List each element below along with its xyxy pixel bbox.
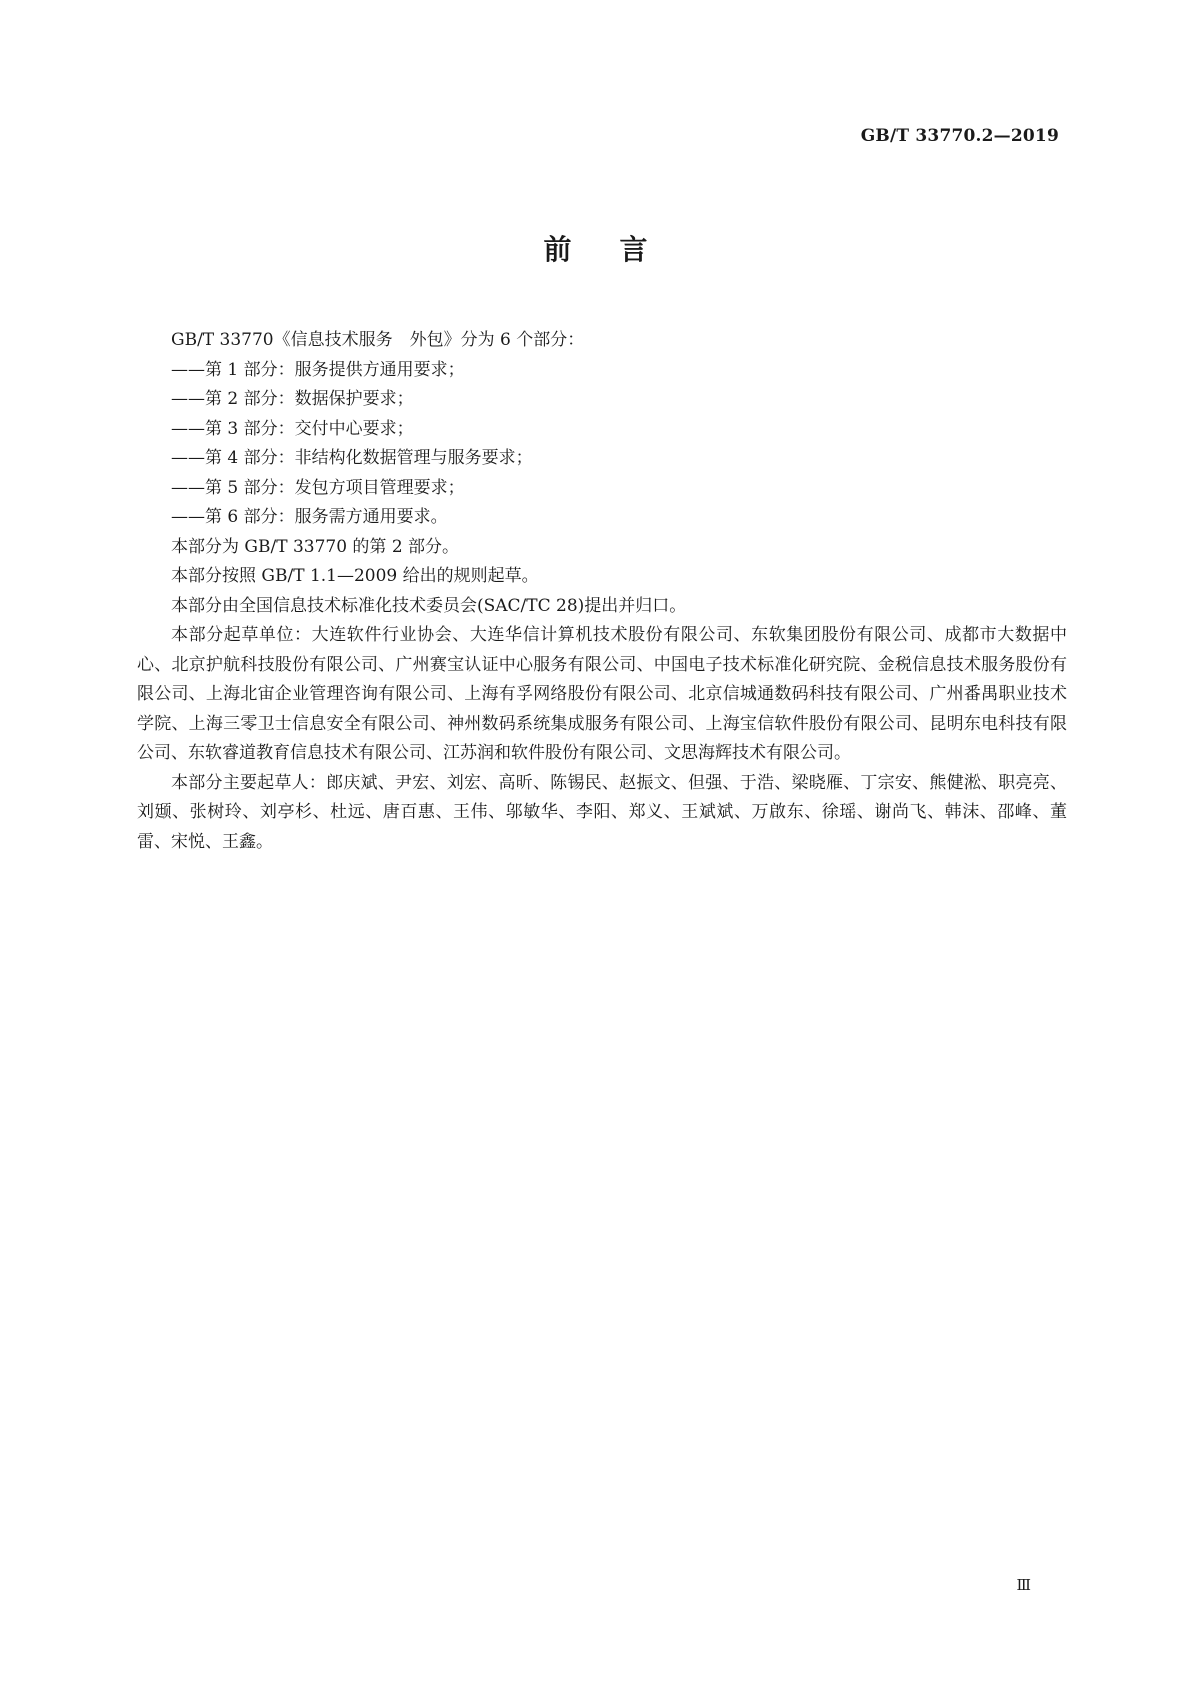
foreword-body: [137, 326, 1067, 857]
drafting-rules-paragraph: 本部分按照 GB/T 1.1—2009 给出的规则起草。: [171, 566, 539, 586]
page-number: Ⅲ: [1016, 1576, 1031, 1594]
intro-paragraph: GB/T 33770《信息技术服务 外包》分为 6 个部分：: [171, 330, 585, 350]
part-list-item: ——第 1 部分：服务提供方通用要求；: [171, 359, 465, 380]
part-list-item: ——第 4 部分：非结构化数据管理与服务要求；: [171, 448, 533, 468]
proposer-paragraph: 本部分由全国信息技术标准化技术委员会(SAC/TC 28)提出并归口。: [171, 595, 687, 616]
drafters-paragraph: 本部分主要起草人：郎庆斌、尹宏、刘宏、高昕、陈锡民、赵振文、但强、于浩、梁晓雁、丁宗安、熊健淞、职亮亮、刘颋、张树玲、刘亭杉、杜远、唐百惠、王伟、邬敏华、李阳、郑义、王斌斌、万啟东、徐瑶、谢尚飞、韩沫、邵峰、董雷、宋悦、王鑫。: [137, 772, 1067, 852]
part-list-item: ——第 3 部分：交付中心要求；: [171, 418, 414, 439]
standard-number: GB/T 33770.2—2019: [860, 126, 1059, 146]
part-list-item: ——第 5 部分：发包方项目管理要求；: [171, 477, 465, 498]
part-list-item: ——第 2 部分：数据保护要求；: [171, 389, 414, 409]
page-title: 前言: [543, 233, 696, 266]
drafting-units-paragraph: 本部分起草单位：大连软件行业协会、大连华信计算机技术股份有限公司、东软集团股份有限公司、成都市大数据中心、北京护航科技股份有限公司、广州赛宝认证中心服务有限公司、中国电子技术标准化研究院、金税信息技术服务股份有限公司、上海北宙企业管理咨询有限公司、上海有孚网络股份有限公司、北京信城通数码科技有限公司、广州番禺职业技术学院、上海三零卫士信息安全有限公司、神州数码系统集成服务有限公司、上海宝信软件股份有限公司、昆明东电科技有限公司、东软睿道教育信息技术有限公司、江苏润和软件股份有限公司、文思海辉技术有限公司。: [137, 625, 1067, 763]
scope-paragraph: 本部分为 GB/T 33770 的第 2 部分。: [171, 536, 460, 557]
part-list-item: ——第 6 部分：服务需方通用要求。: [171, 507, 448, 527]
